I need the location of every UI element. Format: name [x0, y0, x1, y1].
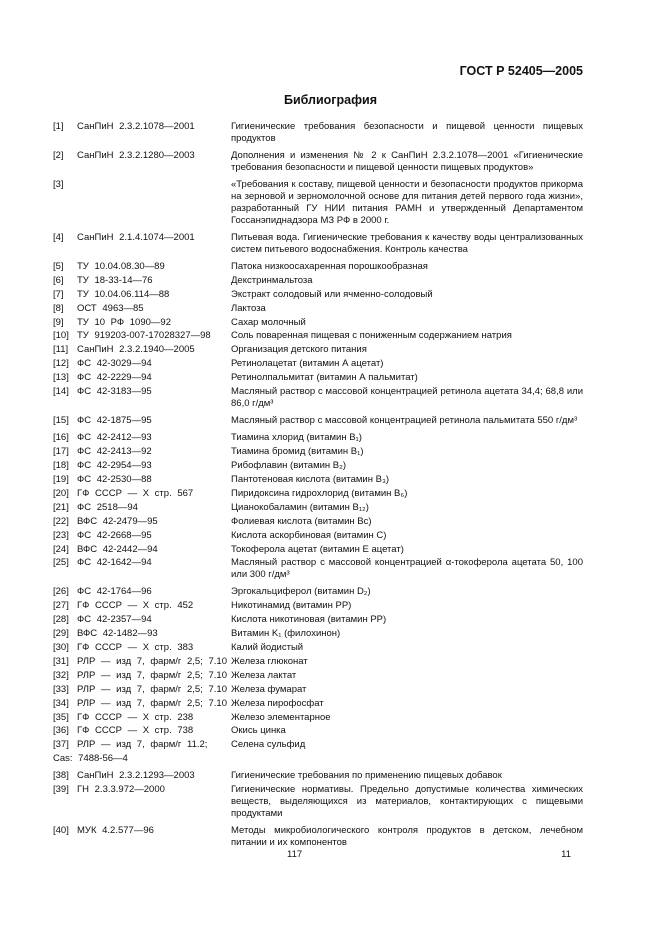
entry-description: Окись цинка [231, 725, 286, 737]
bibliography-entry [53, 600, 583, 612]
bibliography-entry [53, 586, 583, 598]
entry-description: Ретинолпальмитат (витамин А пальмитат) [231, 372, 418, 384]
entry-description: Кислота никотиновая (витамин PP) [231, 614, 387, 626]
entry-description: Калий йодистый [231, 642, 304, 654]
entry-number: [11] [53, 344, 69, 356]
entry-number: [33] [53, 683, 69, 695]
bibliography-entry [53, 261, 583, 273]
entry-source: ВФС 42-2479—95 [77, 515, 158, 527]
bibliography-entries [53, 121, 583, 751]
entry-source: МУК 4.2.577—96 [77, 825, 154, 837]
entry-description: Экстракт солодовый или ячменно-солодовый [231, 288, 433, 300]
bibliography-entry [53, 179, 583, 226]
bibliography-entry [53, 712, 583, 724]
bibliography-entry [53, 544, 583, 556]
bibliography-entry [53, 530, 583, 542]
bibliography-entry [53, 784, 583, 819]
bibliography-entry [53, 684, 583, 696]
entry-number: [16] [53, 432, 69, 444]
document-code: ГОСТ Р 52405—2005 [459, 64, 583, 78]
entry-source: РЛР — изд 7, фарм/г 2,5; 7.10 [77, 655, 227, 667]
entry-source: ФС 42-1764—96 [77, 586, 152, 598]
entry-source: РЛР — изд 7, фарм/г 2,5; 7.10 [77, 683, 227, 695]
entry-description: Железа лактат [231, 669, 297, 681]
bibliography-entry [53, 372, 583, 384]
bibliography-entry [53, 488, 583, 500]
entry-number: [14] [53, 385, 69, 397]
entry-source: ФС 42-2412—93 [77, 432, 152, 444]
bibliography-entry [53, 121, 583, 145]
entry-source: СанПиН 2.3.2.1293—2003 [77, 770, 195, 782]
entry-source: ТУ 919203-007-17028327—98 [77, 330, 211, 342]
entry-source: ФС 42-2530—88 [77, 474, 152, 486]
entry-number: [7] [53, 288, 64, 300]
bibliography-entry [53, 460, 583, 472]
entry-description: Гигиенические требования по применению пищевых добавок [231, 770, 502, 782]
entry-source: ГФ СССР — X стр. 238 [77, 711, 194, 723]
entry-description: Методы микробиологического контроля продуктов в детском, лечебном питании и их компонентов [231, 825, 583, 849]
entry-description: Витамин K₁ (филохинон) [231, 628, 341, 640]
entry-source: СанПиН 2.3.2.1940—2005 [77, 344, 195, 356]
entry-source: ФС 2518—94 [77, 501, 138, 513]
entry-number: [39] [53, 784, 69, 796]
entry-source: ВФС 42-2442—94 [77, 543, 158, 555]
entry-number: [32] [53, 669, 69, 681]
entry-number: [27] [53, 600, 69, 612]
entry-description: Железа фумарат [231, 683, 307, 695]
bibliography-entry [53, 289, 583, 301]
page-number: 117 [287, 849, 303, 860]
bibliography-entry [53, 628, 583, 640]
bibliography-entry [53, 432, 583, 444]
entry-description: Тиамина хлорид (витамин B₁) [231, 432, 362, 444]
entry-description: Железо элементарное [231, 711, 331, 723]
bibliography-list [53, 121, 583, 851]
entry-description: Гигиенические требования безопасности и пищевой ценности пищевых продуктов [231, 121, 583, 144]
entry-source: ФС 42-1642—94 [77, 557, 152, 569]
bibliography-entry [53, 330, 583, 342]
entry-source: ТУ 18-33-14—76 [77, 274, 153, 286]
entry-source: ФС 42-2357—94 [77, 614, 152, 626]
entry-source: ФС 42-1875—95 [77, 415, 152, 427]
entry-description: Сахар молочный [231, 316, 306, 328]
entry-number: [34] [53, 697, 69, 709]
entry-source: РЛР — изд 7, фарм/г 11.2; [77, 739, 208, 751]
entry-description: Железа пирофосфат [231, 697, 324, 709]
entry-description: Железа глюконат [231, 655, 308, 667]
bibliography-entry [53, 739, 583, 751]
entry-source: ФС 42-2229—94 [77, 372, 152, 384]
entry-source: ФС 42-2413—92 [77, 446, 152, 458]
entry-number: [24] [53, 543, 69, 555]
entry-description: Масляный раствор с массовой концентрацией ретинола ацетата 34,4; 68,8 или 86,0 г/дм³ [231, 385, 583, 409]
entry-number: [37] [53, 739, 69, 751]
entry-number: [12] [53, 358, 69, 370]
entry-number: [25] [53, 557, 69, 569]
entry-number: [8] [53, 302, 64, 314]
entry-source: РЛР — изд 7, фарм/г 2,5; 7.10 [77, 697, 227, 709]
entry-source: ГН 2.3.3.972—2000 [77, 784, 165, 796]
entry-description: Лактоза [231, 302, 266, 314]
entry-description: Никотинамид (витамин PP) [231, 600, 352, 612]
entry-description: Пантотеновая кислота (витамин B₃) [231, 474, 389, 486]
entry-number: [23] [53, 529, 69, 541]
bibliography-entry [53, 614, 583, 626]
entry-number: [21] [53, 501, 69, 513]
entry-description: Ретинолацетат (витамин А ацетат) [231, 358, 384, 370]
entry-number: [22] [53, 515, 69, 527]
entry-number: [31] [53, 655, 69, 667]
entry-number: [26] [53, 586, 69, 598]
entry-description: Фолиевая кислота (витамин Bс) [231, 515, 372, 527]
bibliography-entry [53, 275, 583, 287]
entry-source: СанПиН 2.3.2.1078—2001 [77, 121, 195, 132]
entry-description: Масляный раствор с массовой концентрацией ретинола пальмитата 550 г/дм³ [231, 415, 578, 427]
bibliography-entry [53, 656, 583, 668]
entry-description: Кислота аскорбиновая (витамин С) [231, 529, 387, 541]
entry-number: [4] [53, 231, 64, 243]
entry-source: ФС 42-3183—95 [77, 385, 152, 397]
bibliography-entry [53, 232, 583, 256]
entry-source: ФС 42-2954—93 [77, 460, 152, 472]
entry-source: ФС 42-3029—94 [77, 358, 152, 370]
entry-source: ФС 42-2668—95 [77, 529, 152, 541]
entry-description: Патока низкоосахаренная порошкообразная [231, 260, 428, 272]
entry-description: Селена сульфид [231, 739, 306, 751]
entry-number: [6] [53, 274, 64, 286]
entry-number: [10] [53, 330, 69, 342]
entry-source: ГФ СССР — X стр. 383 [77, 642, 194, 654]
entry-number: [17] [53, 446, 69, 458]
entry-number: [28] [53, 614, 69, 626]
bibliography-entry [53, 415, 583, 427]
entry-number: [29] [53, 628, 69, 640]
entry-source: ГФ СССР — X стр. 738 [77, 725, 194, 737]
sheet-number: 11 [561, 849, 571, 860]
cas-line [53, 753, 583, 765]
entry-number: [9] [53, 316, 64, 328]
bibliography-entry [53, 516, 583, 528]
entry-number: [19] [53, 474, 69, 486]
entry-description: Пиридоксина гидрохлорид (витамин B₆) [231, 487, 408, 499]
bibliography-entry [53, 446, 583, 458]
bibliography-entry [53, 670, 583, 682]
entry-source: СанПиН 2.1.4.1074—2001 [77, 231, 195, 243]
entry-number: [5] [53, 260, 64, 272]
entry-description: Соль поваренная пищевая с пониженным содержанием натрия [231, 330, 512, 342]
entry-source: СанПиН 2.3.2.1280—2003 [77, 150, 195, 162]
entry-description: «Требования к составу, пищевой ценности и безопасности продуктов прикорма на зерновой и зерномолочной основе для питания детей первого года жизни», разработанный ГУ НИИ питания РАМН и утвержденный Департаментом Госсанэпиднадзора МЗ РФ в 2000 г. [231, 179, 583, 226]
entry-source: ГФ СССР — X стр. 452 [77, 600, 194, 612]
entry-description: Декстринмальтоза [231, 274, 313, 286]
entry-source: ГФ СССР — X стр. 567 [77, 487, 194, 499]
bibliography-entry [53, 557, 583, 581]
bibliography-entry [53, 474, 583, 486]
bibliography-entry [53, 317, 583, 329]
cas-number: Cas: 7488-56—4 [53, 753, 128, 765]
entry-number: [20] [53, 487, 69, 499]
entry-description: Цианокобаламин (витамин B₁₂) [231, 501, 369, 513]
entry-source: РЛР — изд 7, фарм/г 2,5; 7.10 [77, 669, 227, 681]
entry-number: [15] [53, 415, 69, 427]
entry-description: Тиамина бромид (витамин B₁) [231, 446, 364, 458]
bibliography-entry [53, 642, 583, 654]
entry-number: [36] [53, 725, 69, 737]
entry-description: Организация детского питания [231, 344, 367, 356]
bibliography-entries-continued [53, 770, 583, 848]
entry-source: ОСТ 4963—85 [77, 302, 144, 314]
bibliography-entry [53, 825, 583, 849]
page-title: Библиография [283, 93, 378, 107]
entry-description: Токоферола ацетат (витамин Е ацетат) [231, 543, 404, 555]
entry-source: ВФС 42-1482—93 [77, 628, 158, 640]
entry-number: [3] [53, 179, 64, 191]
entry-source: ТУ 10 РФ 1090—92 [77, 316, 171, 328]
entry-number: [1] [53, 121, 64, 132]
entry-description: Масляный раствор с массовой концентрацией α-токоферола ацетата 50, 100 или 300 г/дм³ [231, 557, 583, 581]
bibliography-entry [53, 344, 583, 356]
entry-number: [2] [53, 150, 64, 162]
bibliography-entry [53, 303, 583, 315]
bibliography-entry [53, 502, 583, 514]
entry-description: Дополнения и изменения № 2 к СанПиН 2.3.2.1078—2001 «Гигиенические требования безопасности и пищевой ценности пищевых продуктов» [231, 150, 583, 173]
entry-source: ТУ 10.04.06.114—88 [77, 288, 170, 300]
entry-source: ТУ 10.04.08.30—89 [77, 260, 165, 272]
bibliography-entry [53, 150, 583, 174]
entry-description: Рибофлавин (витамин B₂) [231, 460, 346, 472]
entry-number: [30] [53, 642, 69, 654]
entry-number: [18] [53, 460, 69, 472]
entry-number: [40] [53, 825, 69, 837]
entry-description: Эргокальциферол (витамин D₂) [231, 586, 371, 598]
bibliography-entry [53, 698, 583, 710]
entry-description: Питьевая вода. Гигиенические требования к качеству воды централизованных систем питьевого водоснабжения. Контроль качества [231, 231, 583, 255]
bibliography-entry [53, 725, 583, 737]
bibliography-entry [53, 386, 583, 410]
bibliography-entry [53, 358, 583, 370]
bibliography-entry [53, 770, 583, 782]
entry-description: Гигиенические нормативы. Предельно допустимые количества химических веществ, выделяющихся из материалов, контактирующих с пищевыми продуктами [231, 784, 583, 819]
entry-number: [13] [53, 372, 69, 384]
entry-number: [38] [53, 770, 69, 782]
entry-number: [35] [53, 711, 69, 723]
